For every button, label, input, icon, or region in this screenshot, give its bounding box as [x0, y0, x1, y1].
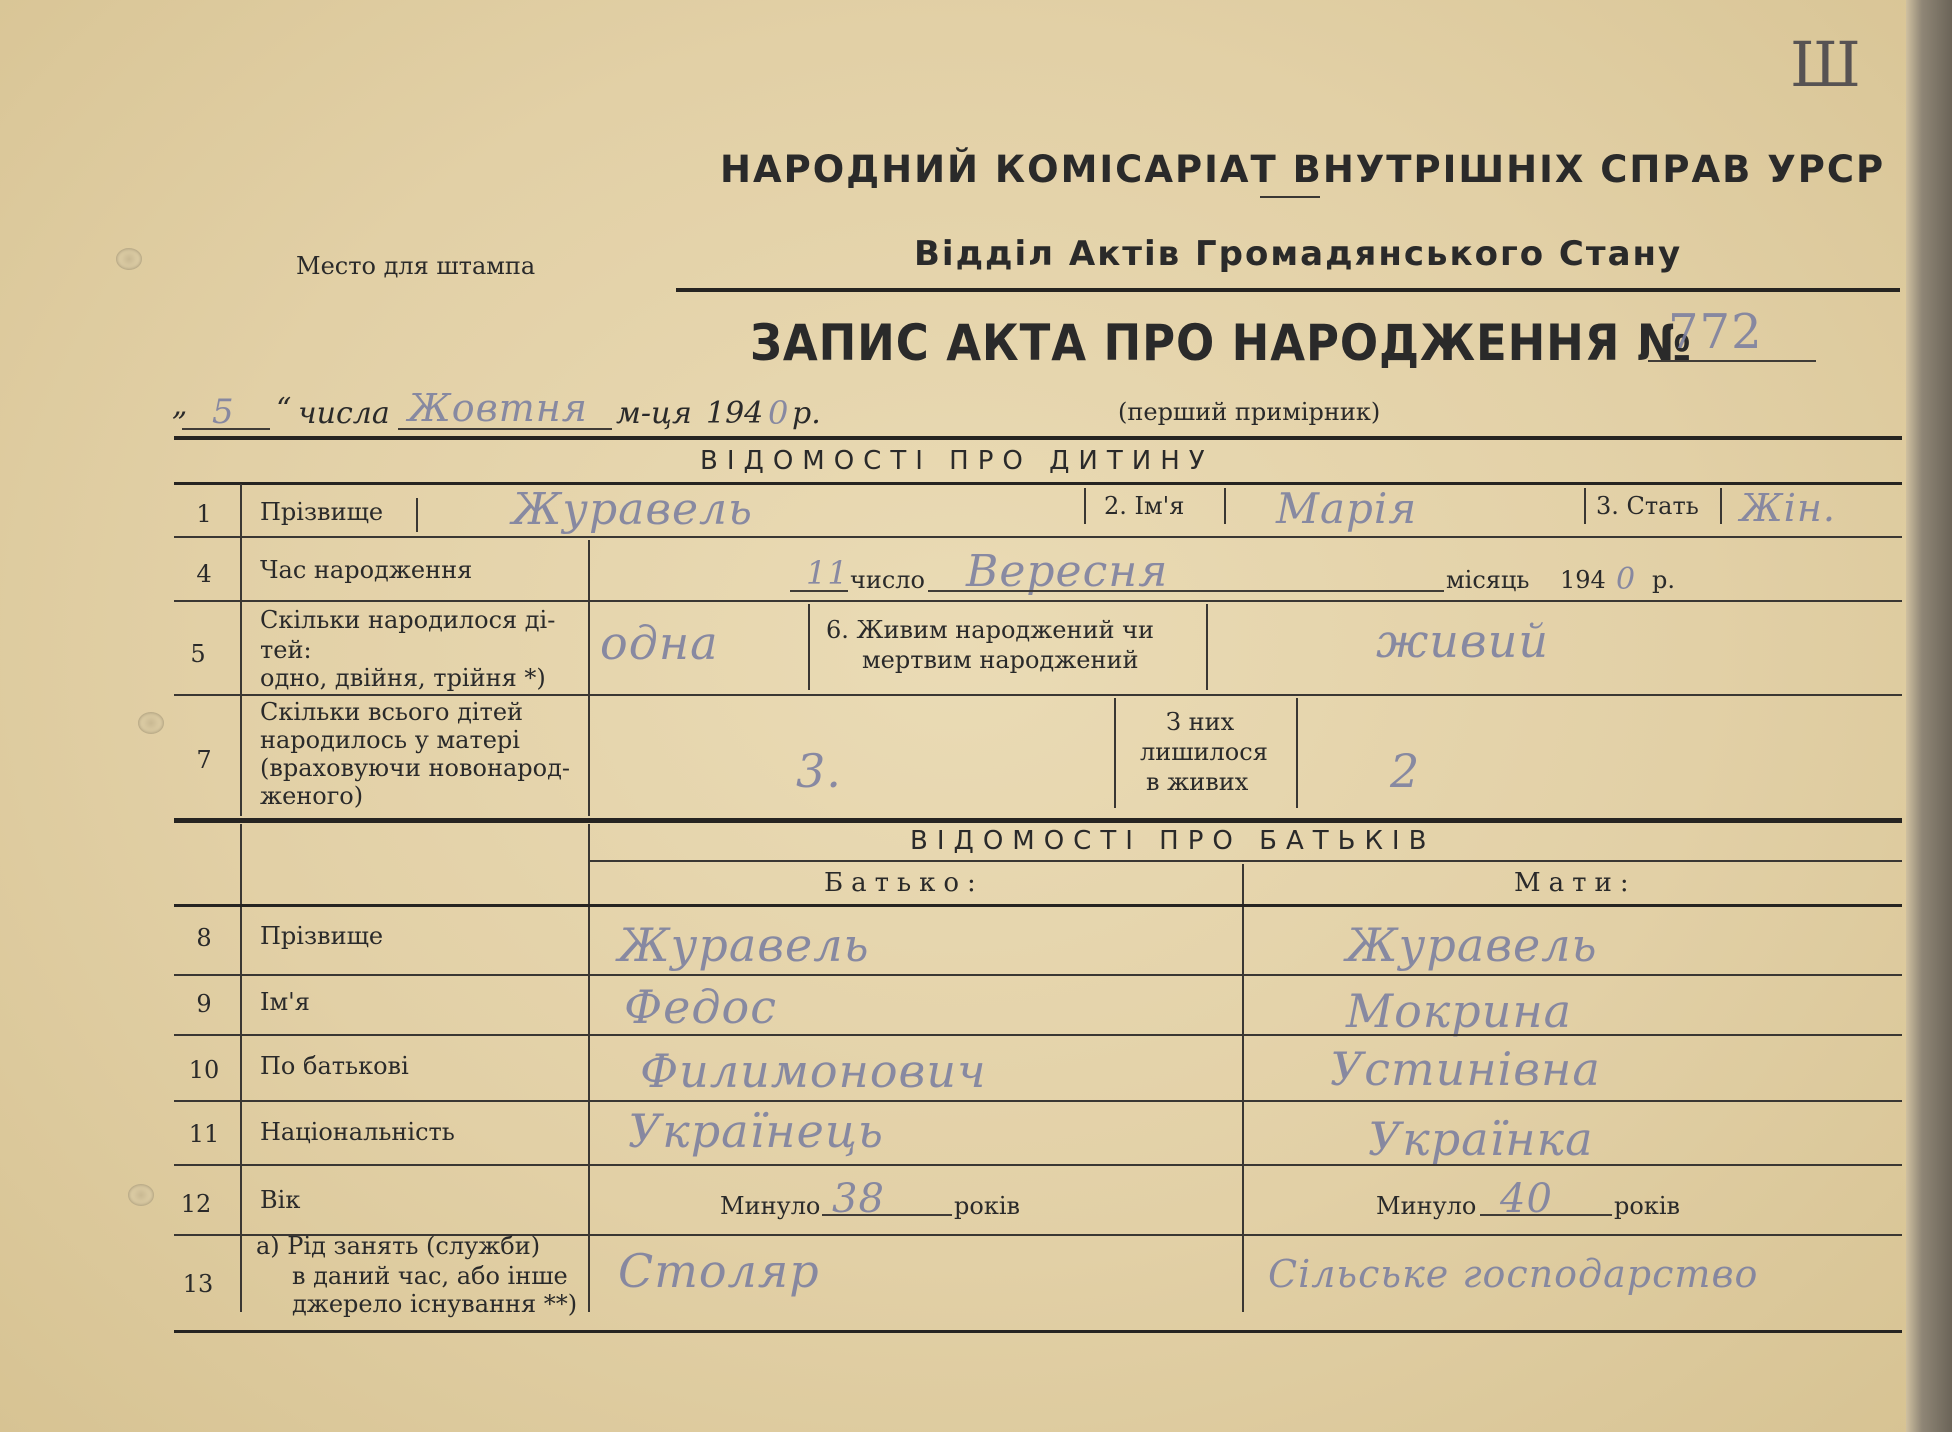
grid-line [1206, 604, 1208, 690]
alive-children-label-1: З них [1166, 708, 1235, 736]
date-day-line [182, 428, 270, 430]
rule [174, 436, 1902, 440]
date-year-digit: 0 [768, 394, 790, 432]
grid-line [416, 498, 418, 532]
date-year-prefix: 194 [706, 396, 764, 431]
rule [174, 694, 1902, 696]
row-number: 13 [182, 1270, 214, 1298]
father-surname-value: Журавель [618, 918, 870, 972]
occupation-label-3: джерело існування **) [292, 1290, 578, 1318]
birth-month-line [928, 590, 1444, 592]
total-children-label-2: народилось у матері [260, 726, 520, 754]
stamp-place-label: Место для штампа [296, 252, 536, 280]
mother-surname-value: Журавель [1346, 918, 1598, 972]
children-count-label-2: тей: [260, 636, 312, 664]
parent-name-label: Ім'я [260, 988, 310, 1016]
parent-surname-label: Прізвище [260, 922, 384, 950]
row-number: 5 [190, 640, 206, 668]
row-number: 11 [188, 1120, 220, 1148]
parent-nationality-label: Національність [260, 1118, 455, 1146]
department-heading: Відділ Актів Громадянського Стану [914, 234, 1683, 274]
date-day-label: числа [298, 396, 390, 431]
punch-hole [128, 1184, 154, 1206]
grid-line [808, 604, 810, 690]
rule [174, 536, 1902, 538]
child-sex-label: 3. Стать [1596, 492, 1699, 520]
total-children-value: 3. [796, 744, 842, 798]
child-name-value: Марія [1276, 484, 1418, 533]
alive-born-value: живий [1376, 614, 1549, 668]
child-surname-value: Журавель [512, 484, 753, 535]
grid-line [1584, 488, 1586, 524]
mother-age-line [1480, 1214, 1612, 1216]
father-heading: Батько: [824, 868, 984, 898]
mother-age-prefix: Минуло [1376, 1192, 1477, 1220]
father-nationality-value: Українець [628, 1104, 884, 1158]
date-month-line [398, 428, 612, 430]
birth-year-suffix: р. [1652, 566, 1675, 594]
rule [588, 860, 1902, 862]
father-age-suffix: років [954, 1192, 1020, 1220]
children-count-label-1: Скільки народилося ді- [260, 606, 556, 634]
total-children-label-3: (враховуючи новонарод- [260, 754, 570, 782]
date-day: 5 [212, 392, 235, 432]
birth-day-label: число [850, 566, 925, 594]
grid-line [240, 484, 242, 816]
row-number: 1 [196, 500, 212, 528]
grid-line [588, 824, 590, 1312]
divider [1260, 196, 1320, 198]
record-number: 772 [1668, 304, 1763, 360]
row-number: 4 [196, 560, 212, 588]
occupation-label-2: в даний час, або інше [292, 1262, 568, 1290]
birth-day-value: 11 [806, 554, 849, 592]
total-children-label-4: женого) [260, 782, 364, 810]
grid-line [1242, 864, 1244, 1312]
grid-line [1296, 698, 1298, 808]
occupation-label-1: а) Рід занять (служби) [256, 1232, 541, 1260]
rule [174, 600, 1902, 602]
rule [174, 1330, 1902, 1333]
handwritten-initial: Ш [1790, 28, 1862, 101]
rule [174, 1164, 1902, 1166]
punch-hole [138, 712, 164, 734]
age-label: Вік [260, 1186, 301, 1214]
child-name-label: 2. Ім'я [1104, 492, 1185, 520]
rule [174, 1100, 1902, 1102]
birth-time-label: Час народження [260, 556, 473, 584]
alive-born-label-2: мертвим народжений [862, 646, 1139, 674]
father-name-value: Федос [624, 980, 778, 1034]
birth-year-digit: 0 [1616, 562, 1637, 597]
mother-occupation-value: Сільське господарство [1268, 1252, 1759, 1296]
grid-line [1224, 488, 1226, 524]
father-age-value: 38 [832, 1176, 885, 1222]
alive-children-value: 2 [1390, 744, 1421, 798]
date-month-label: м-ця [616, 396, 692, 431]
child-sex-value: Жін. [1740, 486, 1836, 530]
birth-month-value: Вересня [966, 546, 1169, 597]
header-rule [676, 288, 1900, 292]
birth-year-prefix: 194 [1560, 566, 1606, 594]
grid-line [1720, 488, 1722, 524]
rule [174, 818, 1902, 823]
rule [174, 904, 1902, 907]
date-open-quote: „ [172, 388, 188, 423]
birth-day-line [790, 590, 848, 592]
row-number: 7 [196, 746, 212, 774]
mother-name-value: Мокрина [1346, 984, 1573, 1038]
grid-line [1114, 698, 1116, 808]
row-number: 9 [196, 990, 212, 1018]
grid-line [1084, 488, 1086, 524]
rule [174, 974, 1902, 976]
alive-children-label-2: лишилося [1140, 738, 1268, 766]
paper-edge [1906, 0, 1952, 1432]
row-number: 12 [180, 1190, 212, 1218]
row-number: 8 [196, 924, 212, 952]
document-title: ЗАПИС АКТА ПРО НАРОДЖЕННЯ № [750, 314, 1692, 372]
grid-line [588, 540, 590, 816]
alive-born-label-1: 6. Живим народжений чи [826, 616, 1154, 644]
date-close-quote: “ [276, 392, 292, 427]
children-count-value: одна [600, 616, 719, 670]
date-month: Жовтня [408, 386, 588, 430]
father-age-line [822, 1214, 952, 1216]
birth-month-label: місяць [1446, 566, 1530, 594]
parent-patronymic-label: По батькові [260, 1052, 409, 1080]
child-section-heading: ВІДОМОСТІ ПРО ДИТИНУ [700, 446, 1214, 476]
rule [174, 482, 1902, 485]
mother-patronymic-value: Устинівна [1330, 1042, 1601, 1096]
mother-heading: Мати: [1514, 868, 1637, 898]
record-number-line [1648, 360, 1816, 362]
alive-children-label-3: в живих [1146, 768, 1249, 796]
ministry-heading: НАРОДНИЙ КОМІСАРІАТ ВНУТРІШНІХ СПРАВ УРСР [720, 148, 1886, 191]
mother-age-suffix: років [1614, 1192, 1680, 1220]
copy-label: (перший примірник) [1118, 398, 1381, 426]
total-children-label-1: Скільки всього дітей [260, 698, 524, 726]
mother-nationality-value: Українка [1368, 1112, 1594, 1166]
date-year-suffix: р. [792, 396, 821, 431]
father-age-prefix: Минуло [720, 1192, 821, 1220]
grid-line [240, 824, 242, 1312]
father-patronymic-value: Филимонович [640, 1044, 987, 1098]
father-occupation-value: Столяр [618, 1244, 820, 1298]
punch-hole [116, 248, 142, 270]
row-number: 10 [188, 1056, 220, 1084]
children-count-label-3: одно, двійня, трійня *) [260, 664, 546, 692]
mother-age-value: 40 [1500, 1176, 1553, 1222]
child-surname-label: Прізвище [260, 498, 384, 526]
parents-section-heading: ВІДОМОСТІ ПРО БАТЬКІВ [910, 826, 1436, 856]
rule [174, 1034, 1902, 1036]
